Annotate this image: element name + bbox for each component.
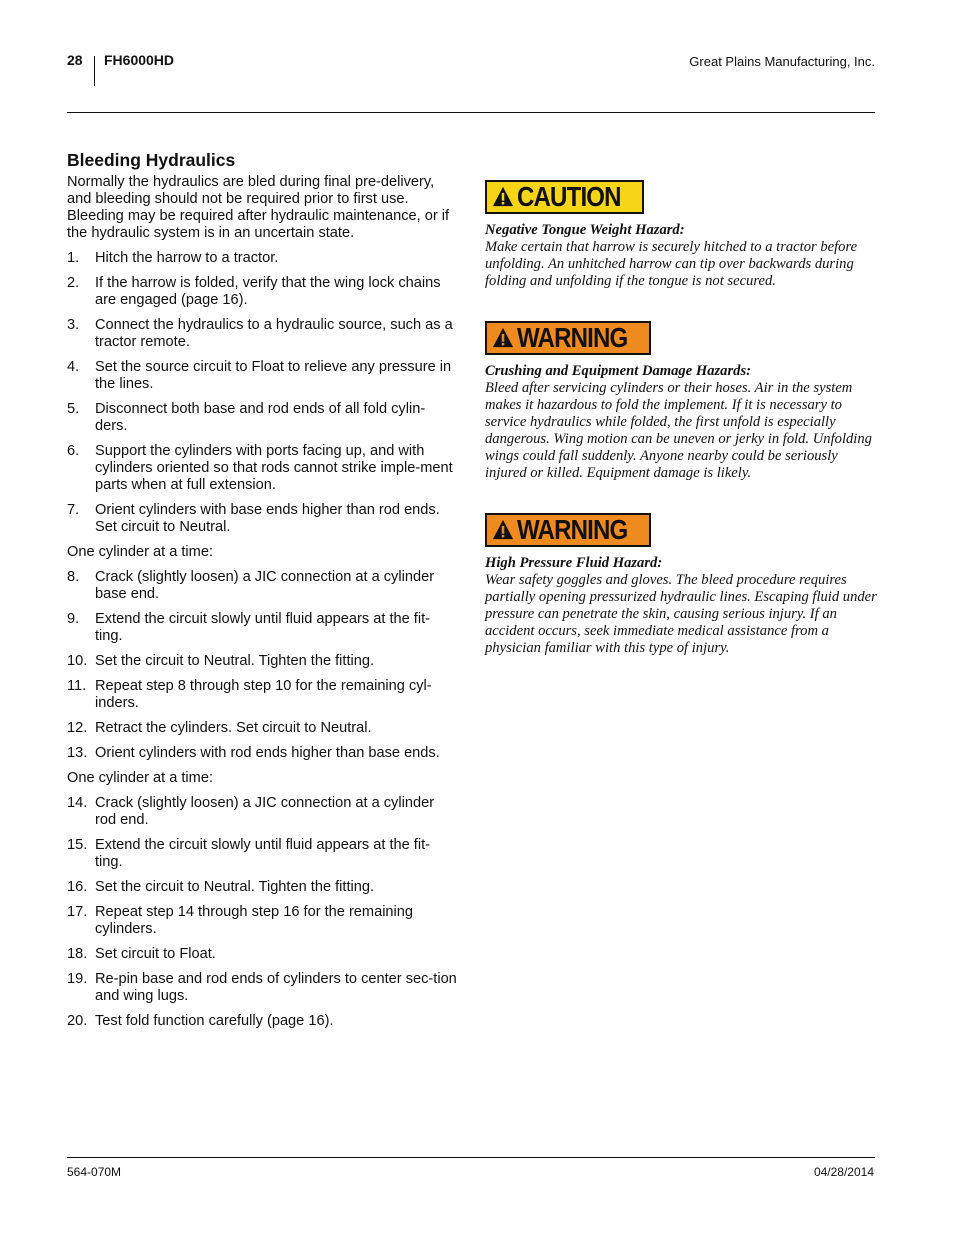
steps-list-a <box>67 250 457 536</box>
step-number: 15. <box>67 837 88 853</box>
step-number: 11. <box>67 678 87 694</box>
part-number: 564-070M <box>67 1165 122 1179</box>
step-number: 1. <box>67 250 80 266</box>
section-intro: Normally the hydraulics are bled during final pre-delivery, and bleeding should not be required prior to first use. Bleeding may be required after hydraulic maintenance, or if the hydraulic system is in an uncertain state. <box>67 174 450 241</box>
step-text: If the harrow is folded, verify that the wing lock chains are engaged (page 16). <box>95 275 441 308</box>
list-item <box>67 795 457 829</box>
list-item <box>67 611 457 645</box>
step-number: 10. <box>67 653 88 669</box>
hazard-text: Bleed after servicing cylinders or their hoses. Air in the system makes it hazardous to fold the implement. If it is necessary to service hydraulics while folded, the first unfold is especially dangerous. Wing motion can be uneven or jerky in fold. Unfolding wings could fall suddenly. Anyone nearby could be seriously injured or killed. Equipment damage is likely. <box>485 380 872 481</box>
step-number: 6. <box>67 443 80 459</box>
step-text: Set the circuit to Neutral. Tighten the fitting. <box>95 653 375 669</box>
step-number: 18. <box>67 946 88 962</box>
step-text: Repeat step 14 through step 16 for the remaining cylinders. <box>95 904 414 937</box>
hazard-title: Negative Tongue Weight Hazard: <box>485 222 685 238</box>
one-cylinder-note: One cylinder at a time: <box>67 544 214 560</box>
step-number: 16. <box>67 879 88 895</box>
step-text: Re-pin base and rod ends of cylinders to center sec-tion and wing lugs. <box>95 971 457 1004</box>
hazard-warning-crushing <box>485 321 877 482</box>
steps-list-c <box>67 795 457 1030</box>
step-number: 13. <box>67 745 88 761</box>
list-item <box>67 720 457 737</box>
steps-list-b <box>67 569 457 762</box>
step-text: Extend the circuit slowly until fluid appears at the fit-ting. <box>95 837 431 870</box>
footer-rule <box>67 1157 875 1158</box>
step-number: 19. <box>67 971 88 987</box>
list-item <box>67 502 457 536</box>
list-item <box>67 678 457 712</box>
step-number: 3. <box>67 317 80 333</box>
company-name: Great Plains Manufacturing, Inc. <box>689 54 875 69</box>
hazard-text: Make certain that harrow is securely hitched to a tractor before unfolding. An unhitched harrow can tip over backwards during folding and unfolding if the tongue is not secured. <box>485 239 858 289</box>
list-item <box>67 359 457 393</box>
step-number: 7. <box>67 502 80 518</box>
alert-triangle-icon <box>492 327 514 349</box>
step-number: 2. <box>67 275 80 291</box>
hazard-caution-tongue-weight <box>485 180 877 290</box>
list-item <box>67 250 457 267</box>
document-title: FH6000HD <box>104 52 175 68</box>
list-item <box>67 837 457 871</box>
list-item <box>67 275 457 309</box>
list-item <box>67 401 457 435</box>
alert-triangle-icon <box>492 186 514 208</box>
signal-word: CAUTION <box>517 181 621 212</box>
hazard-warning-high-pressure <box>485 513 877 657</box>
step-text: Test fold function carefully (page 16). <box>95 1013 334 1029</box>
hazard-title: High Pressure Fluid Hazard: <box>485 555 663 571</box>
step-number: 14. <box>67 795 88 811</box>
header-divider <box>94 56 95 86</box>
step-text: Disconnect both base and rod ends of all fold cylin-ders. <box>95 401 426 434</box>
step-number: 20. <box>67 1013 88 1029</box>
step-text: Crack (slightly loosen) a JIC connection at a cylinder base end. <box>95 569 435 602</box>
safety-column <box>485 180 877 657</box>
warning-label <box>485 513 651 547</box>
step-text: Hitch the harrow to a tractor. <box>95 250 279 266</box>
step-text: Orient cylinders with rod ends higher than base ends. <box>95 745 440 761</box>
warning-label <box>485 321 651 355</box>
step-number: 8. <box>67 569 80 585</box>
page-header <box>67 52 875 92</box>
step-text: Set circuit to Float. <box>95 946 216 962</box>
list-item <box>67 569 457 603</box>
step-text: Retract the cylinders. Set circuit to Neutral. <box>95 720 372 736</box>
list-item <box>67 653 457 670</box>
step-text: Support the cylinders with ports facing up, and with cylinders oriented so that rods cannot strike imple-ment parts when at full extension. <box>95 443 453 493</box>
step-number: 5. <box>67 401 80 417</box>
step-text: Set the source circuit to Float to relieve any pressure in the lines. <box>95 359 452 392</box>
list-item <box>67 879 457 896</box>
step-text: Set the circuit to Neutral. Tighten the fitting. <box>95 879 375 895</box>
hazard-text: Wear safety goggles and gloves. The bleed procedure requires partially opening pressurized hydraulic lines. Escaping fluid under pressure can penetrate the skin, causing serious injury. If an accident occurs, seek immediate medical assistance from a physician familiar with this type of injury. <box>485 572 877 656</box>
header-rule <box>67 112 875 113</box>
list-item <box>67 443 457 494</box>
step-text: Repeat step 8 through step 10 for the remaining cyl-inders. <box>95 678 432 711</box>
step-text: Extend the circuit slowly until fluid appears at the fit-ting. <box>95 611 431 644</box>
list-item <box>67 1013 457 1030</box>
step-text: Connect the hydraulics to a hydraulic source, such as a tractor remote. <box>95 317 453 350</box>
one-cylinder-note: One cylinder at a time: <box>67 770 214 786</box>
step-text: Orient cylinders with base ends higher than rod ends. Set circuit to Neutral. <box>95 502 440 535</box>
caution-label <box>485 180 644 214</box>
list-item <box>67 745 457 762</box>
alert-triangle-icon <box>492 519 514 541</box>
step-text: Crack (slightly loosen) a JIC connection at a cylinder rod end. <box>95 795 435 828</box>
list-item <box>67 317 457 351</box>
step-number: 9. <box>67 611 80 627</box>
page-number: 28 <box>67 52 83 68</box>
step-number: 4. <box>67 359 80 375</box>
list-item <box>67 971 457 1005</box>
list-item <box>67 946 457 963</box>
hazard-title: Crushing and Equipment Damage Hazards: <box>485 363 751 379</box>
signal-word: WARNING <box>517 322 628 353</box>
bleeding-hydraulics-section <box>67 149 457 1038</box>
list-item <box>67 904 457 938</box>
step-number: 12. <box>67 720 88 736</box>
revision-date: 04/28/2014 <box>813 1165 874 1179</box>
step-number: 17. <box>67 904 88 920</box>
signal-word: WARNING <box>517 514 628 545</box>
section-heading: Bleeding Hydraulics <box>67 150 236 170</box>
